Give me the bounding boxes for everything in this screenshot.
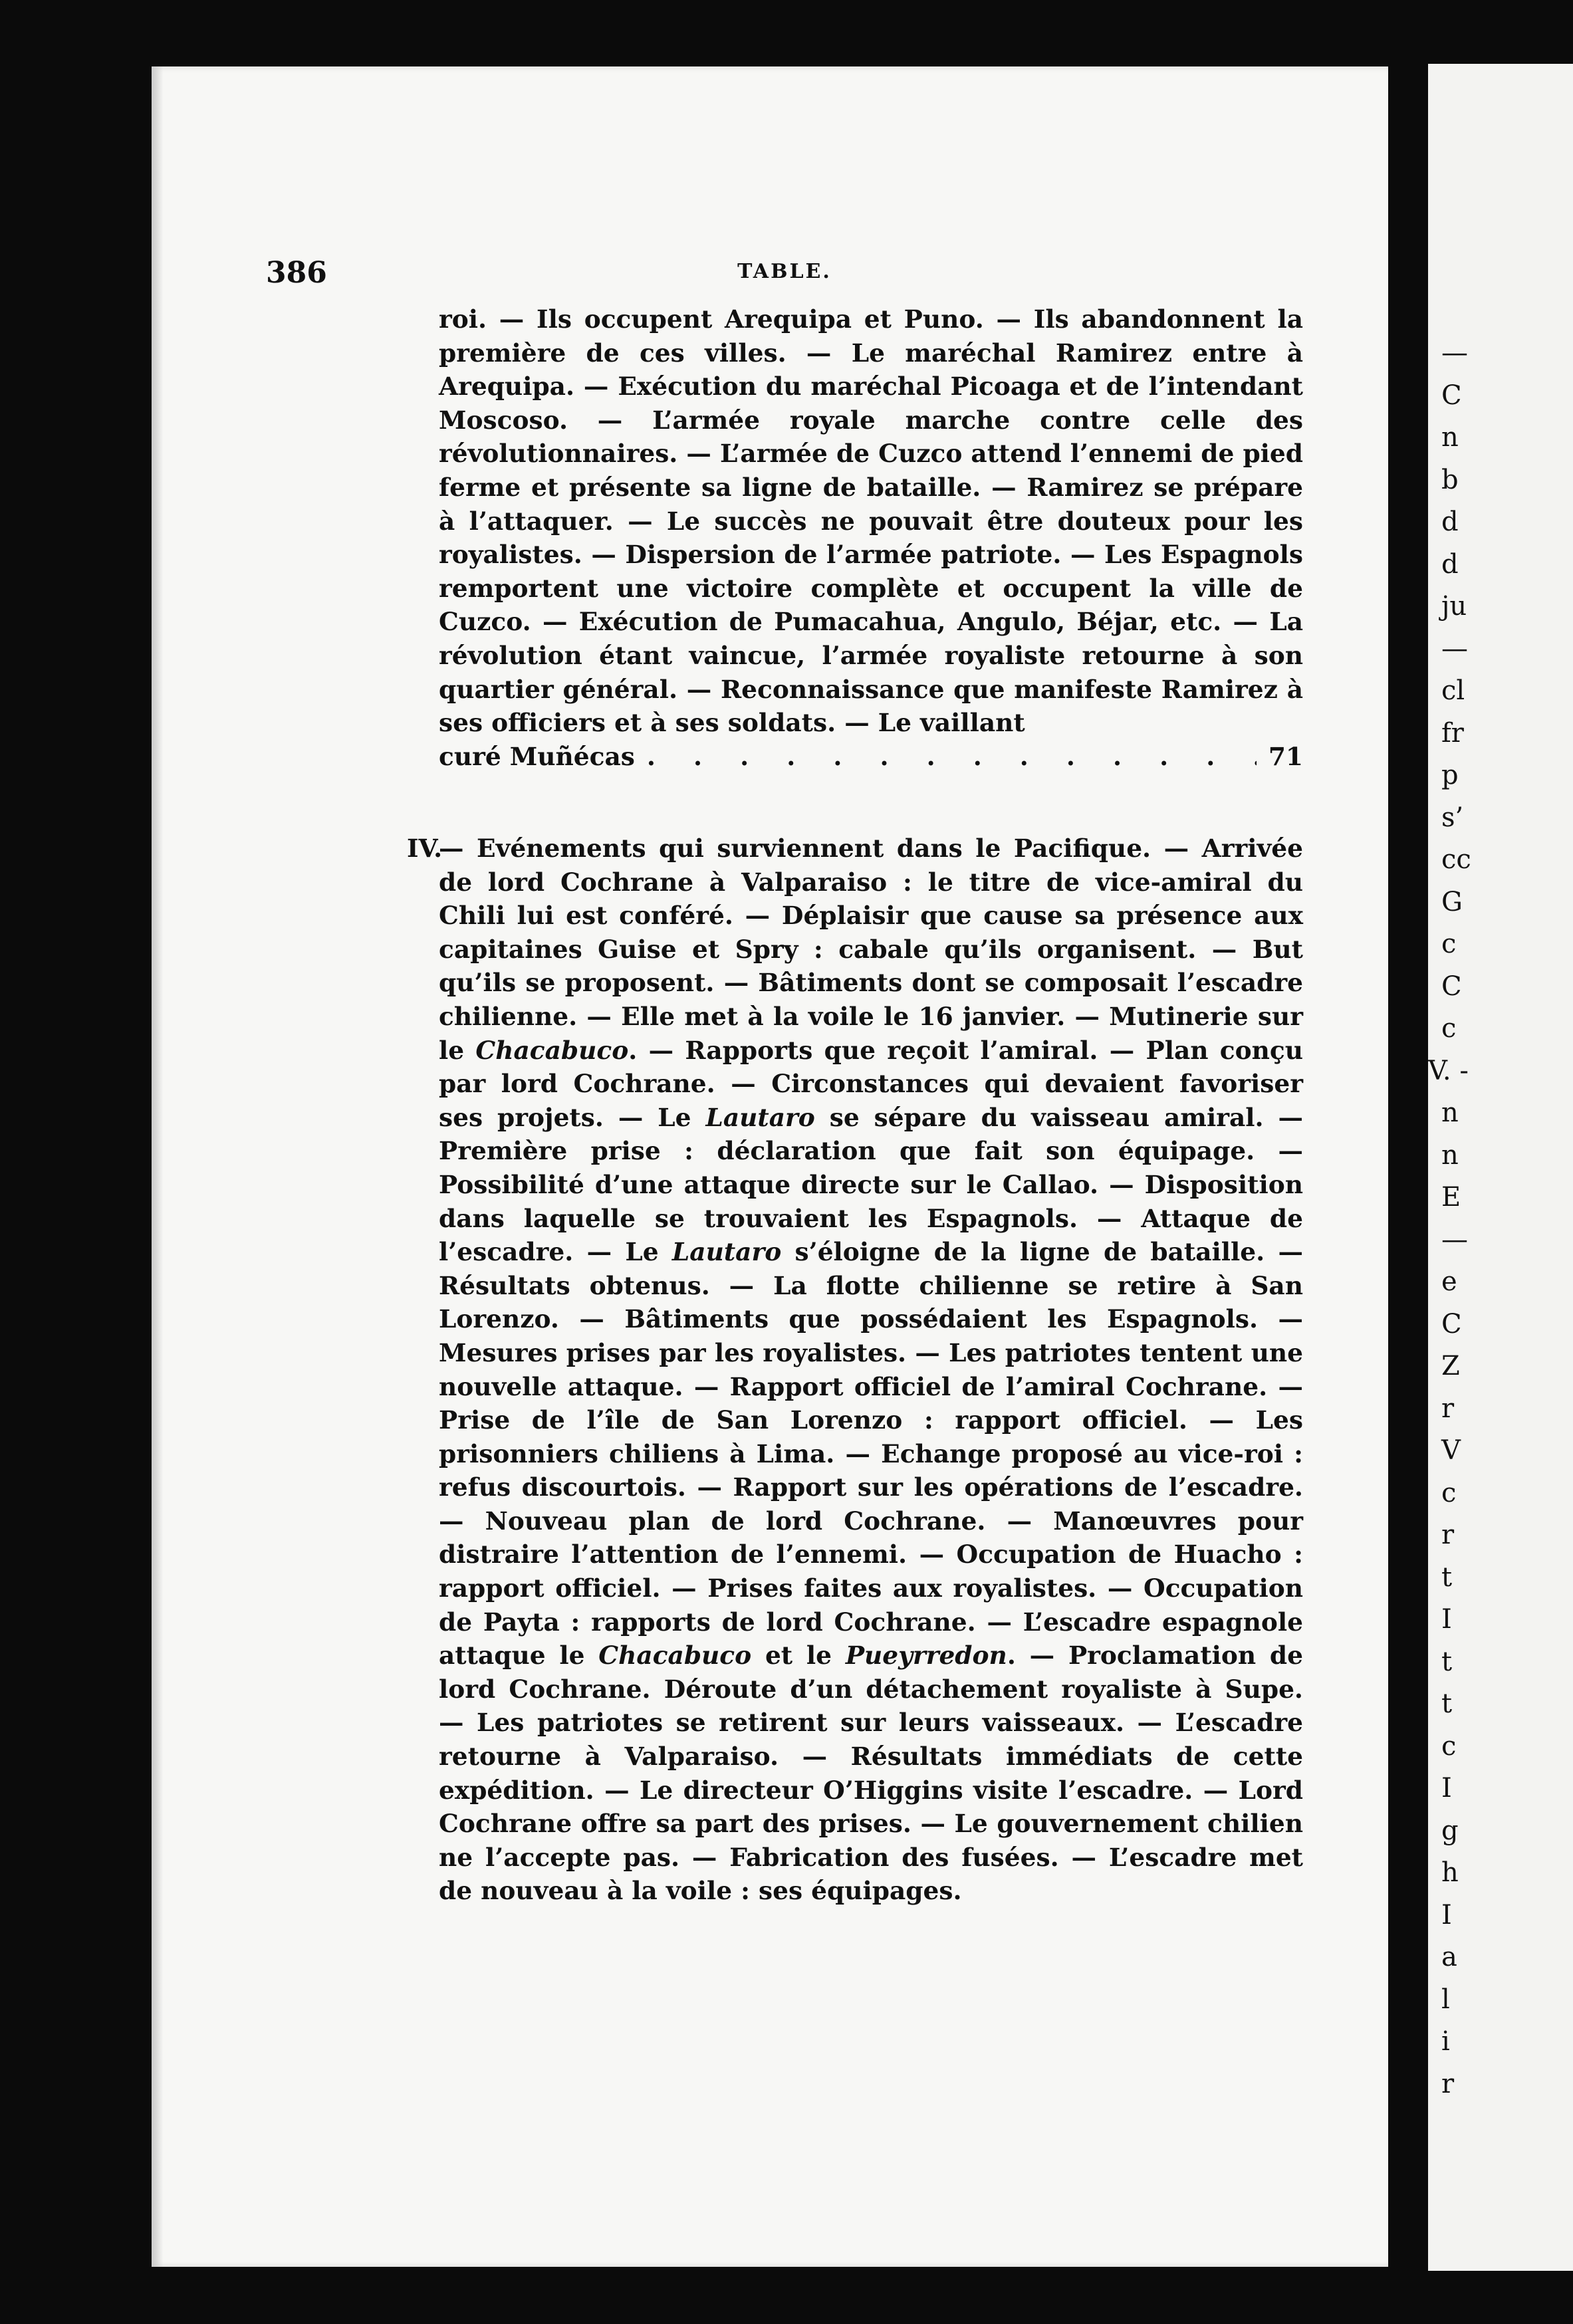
adjacent-page-fragment: V xyxy=(1441,1435,1461,1466)
adjacent-page-fragment: h xyxy=(1441,1857,1459,1888)
adjacent-page-fragment: n xyxy=(1441,422,1459,453)
ship-name: Chacabuco xyxy=(475,1035,629,1065)
adjacent-page-fragment: t xyxy=(1441,1646,1453,1677)
adjacent-page-fragment: ju xyxy=(1441,591,1467,622)
adjacent-page-fragment: I xyxy=(1441,1604,1452,1635)
ship-name: Chacabuco xyxy=(598,1641,752,1671)
entry-text-part: se sépare du vaisseau amiral. — Première prise : déclaration que fait son équipage. — Possibilité d’une attaque directe sur le Callao. — Disposition dans laquelle se trouvaient les Espagnols. — Attaque de l’escadre. — Le xyxy=(439,1102,1303,1267)
adjacent-page-fragment: t xyxy=(1441,1562,1453,1593)
adjacent-page-fragment: I xyxy=(1441,1899,1452,1930)
adjacent-page-fragment: C xyxy=(1441,380,1462,411)
entry-text: roi. — Ils occupent Arequipa et Puno. — Ils abandonnent la première de ces villes. — Le maréchal Ramirez entre à Arequipa. — Exécution du maréchal Picoaga et de l’intendant Moscoso. — L’armée royale marche contre celle des révolutionnaires. — L’armée de Cuzco attend l’ennemi de pied ferme et présente sa ligne de bataille. — Ramirez se prépare à l’attaquer. — Le succès ne pouvait être douteux pour les royalistes. — Dispersion de l’armée patriote. — Les Espagnols remportent une victoire complète et occupent la ville de Cuzco. — Exécution de Pumacahua, Angulo, Béjar, etc. — La révolution étant vaincue, l’armée royaliste retourne à son quartier général. — Reconnaissance que manifeste Ramirez à ses officiers et à ses soldats. — Le vaillant xyxy=(439,304,1303,738)
adjacent-page-fragment: C xyxy=(1441,971,1462,1002)
adjacent-page-fragment: r xyxy=(1441,1520,1455,1550)
adjacent-page-fragment: C xyxy=(1441,1308,1462,1339)
page-number: 386 xyxy=(266,256,327,290)
running-title: TABLE. xyxy=(737,260,832,283)
adjacent-page-fragment: fr xyxy=(1441,717,1464,749)
adjacent-page-fragment: t xyxy=(1441,1688,1453,1719)
adjacent-page-edge xyxy=(1428,64,1573,2271)
adjacent-page-fragment: cc xyxy=(1441,844,1471,875)
entry-final-line xyxy=(439,740,1303,774)
adjacent-page-fragment: p xyxy=(1441,760,1459,790)
ship-name: Pueyrredon xyxy=(845,1641,1007,1671)
adjacent-page-fragment: c xyxy=(1441,1477,1457,1508)
adjacent-page-fragment: I xyxy=(1441,1773,1452,1803)
toc-entry-section-4 xyxy=(407,832,1303,1908)
entry-text-part: . — Rapports que reçoit l’amiral. — Plan conçu par lord Cochrane. — Circonstances qui devaient favoriser ses projets. — Le xyxy=(439,1035,1303,1132)
toc-entry-section-3-continued xyxy=(439,302,1303,773)
adjacent-page-fragment: d xyxy=(1441,507,1459,537)
adjacent-page-fragment: d xyxy=(1441,548,1459,580)
entry-text-part: et le xyxy=(765,1641,832,1671)
adjacent-page-fragment: g xyxy=(1441,1815,1459,1846)
adjacent-page-fragment: cl xyxy=(1441,675,1465,706)
adjacent-page-fragment: e xyxy=(1441,1266,1457,1297)
adjacent-page-fragment: c xyxy=(1441,1730,1457,1762)
adjacent-page-fragment: r xyxy=(1441,1393,1455,1424)
adjacent-page-fragment: — xyxy=(1441,633,1468,664)
adjacent-page-fragment: Z xyxy=(1441,1351,1460,1381)
adjacent-page-fragment: b xyxy=(1441,464,1459,495)
adjacent-page-fragment: i xyxy=(1441,2026,1450,2057)
adjacent-page-fragment: — xyxy=(1441,1224,1468,1255)
adjacent-page-fragment: — xyxy=(1441,338,1468,368)
adjacent-page-fragment: G xyxy=(1441,886,1463,917)
page-reference: 71 xyxy=(1268,741,1303,771)
adjacent-page-fragment: r xyxy=(1441,2068,1455,2099)
adjacent-page-fragment: E xyxy=(1441,1182,1461,1213)
entry-last-line: curé Muñécas xyxy=(439,741,635,771)
ship-name: Lautaro xyxy=(705,1102,815,1132)
dot-leader xyxy=(647,740,1257,774)
adjacent-page-fragment: c xyxy=(1441,929,1457,959)
section-numeral: IV. xyxy=(407,834,443,863)
adjacent-page-fragment: n xyxy=(1441,1098,1459,1128)
ship-name: Lautaro xyxy=(671,1237,782,1267)
adjacent-page-fragment: l xyxy=(1441,1984,1450,2015)
adjacent-page-fragment: a xyxy=(1441,1942,1457,1972)
adjacent-page-fragment: n xyxy=(1441,1139,1459,1171)
entry-text-part: . — Proclamation de lord Cochrane. Déroute d’un détachement royaliste à Supe. — Les patriotes se retirent sur leurs vaisseaux. — L’escadre retourne à Valparaiso. — Résultats immédiats de cette expédition. — Le directeur O’Higgins visite l’escadre. — Lord Cochrane offre sa part des prises. — Le gouvernement chilien ne l’accepte pas. — Fabrication des fusées. — L’escadre met de nouveau à la voile : ses équipages. xyxy=(439,1641,1303,1906)
adjacent-page-fragment: V. - xyxy=(1428,1055,1469,1086)
adjacent-page-fragment: s’ xyxy=(1441,802,1464,833)
entry-text-part: s’éloigne de la ligne de bataille. — Résultats obtenus. — La flotte chilienne se retire à San Lorenzo. — Bâtiments que possédaient les Espagnols. — Mesures prises par les royalistes. — Les patriotes tentent une nouvelle attaque. — Rapport officiel de l’amiral Cochrane. — Prise de l’île de San Lorenzo : rapport officiel. — Les prisonniers chiliens à Lima. — Echange proposé au vice-roi : refus discourtois. — Rapport sur les opérations de l’escadre. — Nouveau plan de lord Cochrane. — Manœuvres pour distraire l’attention de l’ennemi. — Occupation de Huacho : rapport officiel. — Prises faites aux royalistes. — Occupation de Payta : rapports de lord Cochrane. — L’escadre espagnole attaque le xyxy=(439,1237,1303,1671)
entry-text-part: — Evénements qui surviennent dans le Pacifique. — Arrivée de lord Cochrane à Valparaiso : le titre de vice-amiral du Chili lui est conféré. — Déplaisir que cause sa présence aux capitaines Guise et Spry : cabale qu’ils organisent. — But qu’ils se proposent. — Bâtiments dont se composait l’escadre chilienne. — Elle met à la voile le 16 janvier. — Mutinerie sur le xyxy=(439,834,1303,1065)
page-header xyxy=(266,256,1303,289)
adjacent-page-fragment: c xyxy=(1441,1013,1457,1044)
